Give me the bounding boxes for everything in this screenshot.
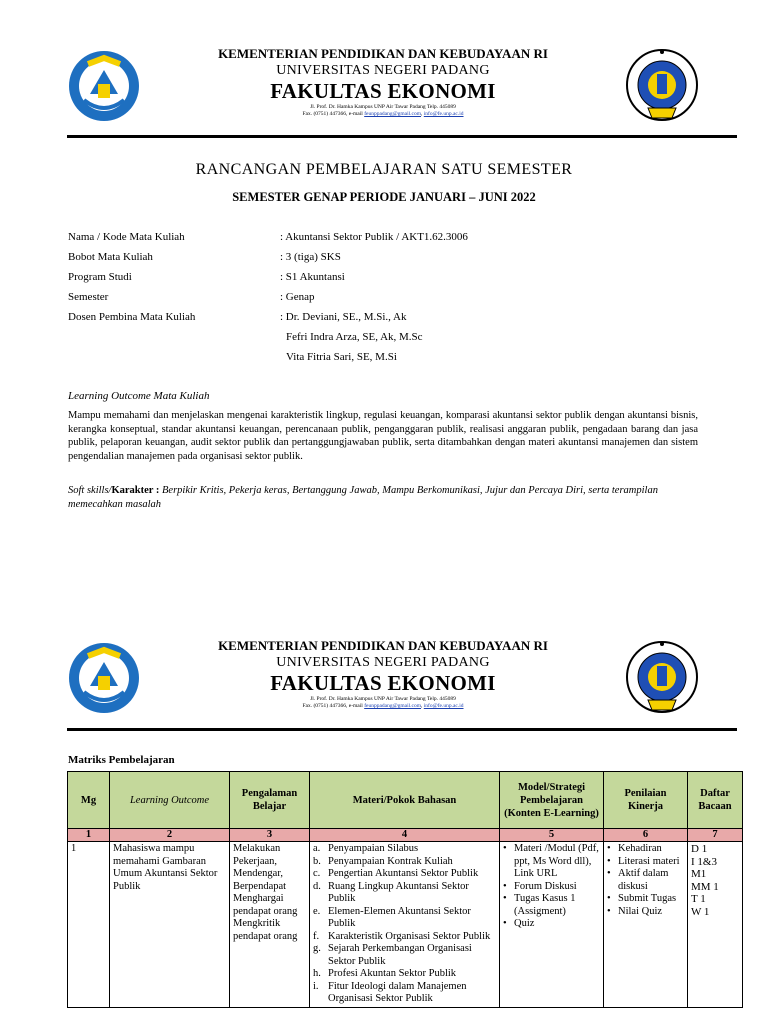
topic-marker: g.	[313, 943, 321, 954]
experience-cell	[230, 842, 310, 1008]
experience-line: Menghargai	[233, 893, 284, 904]
letterhead-text	[150, 46, 616, 118]
topic-text: Sejarah Perkembangan Organisasi Sektor Publik	[328, 943, 472, 967]
info-label: Semester	[68, 291, 109, 303]
assessment-cell	[604, 842, 688, 1008]
topic-marker: h.	[313, 968, 321, 979]
topics-cell	[310, 842, 500, 1008]
course-info	[68, 229, 708, 369]
topic-text: Pengertian Akuntansi Sektor Publik	[328, 868, 479, 879]
experience-line: Berpendapat	[233, 880, 287, 892]
model-item: • Materi /Modul (Pdf, ppt, Ms Word dll), Link URL	[503, 843, 600, 881]
topic-marker: i.	[313, 980, 319, 992]
assessment-item: • Kehadiran	[607, 843, 684, 856]
topic-list	[313, 843, 496, 1006]
info-value: : Akuntansi Sektor Publik / AKT1.62.3006	[280, 231, 468, 243]
topic-text: Elemen-Elemen Akuntansi Sektor Publik	[328, 905, 471, 929]
softskills-label: Karakter :	[111, 485, 160, 496]
ministry-name: KEMENTERIAN PENDIDIKAN DAN KEBUDAYAAN RI	[218, 638, 548, 653]
topic-item	[313, 943, 496, 968]
topic-text: Fitur Ideologi dalam Manajemen Organisasi Sektor Publik	[328, 980, 467, 1004]
assessment-item: • Nilai Quiz	[607, 906, 684, 919]
col-number: 6	[604, 829, 688, 842]
document-title: RANCANGAN PEMBELAJARAN SATU SEMESTER	[195, 161, 573, 178]
contact-prefix: Fax. (0751) 447366, e-mail	[302, 111, 365, 117]
unp-seal-logo	[626, 640, 698, 714]
email-link[interactable]: feunppadang@gmail.com	[364, 111, 422, 117]
topic-item	[313, 843, 496, 856]
topic-text: Karakteristik Organisasi Sektor Publik	[328, 930, 491, 942]
tut-wuri-handayani-logo	[68, 50, 140, 122]
column-number-row	[68, 829, 743, 842]
col-number: 7	[688, 829, 743, 842]
experience-line: Pekerjaan,	[233, 855, 278, 867]
topic-item	[313, 981, 496, 1006]
experience-line: pendapat orang	[233, 930, 298, 942]
col-number: 1	[68, 829, 110, 842]
model-item: • Forum Diskusi	[503, 881, 600, 894]
contact-line	[150, 111, 616, 118]
info-value: : Dr. Deviani, SE., M.Si., Ak	[280, 311, 407, 323]
outcome-cell: Mahasiswa mampu memahami Gambaran Umum Akuntansi Sektor Publik	[110, 842, 230, 1008]
assessment-item: • Aktif dalam diskusi	[607, 868, 684, 893]
faculty-name: FAKULTAS EKONOMI	[270, 79, 496, 103]
info-value: : 3 (tiga) SKS	[280, 251, 341, 263]
assessment-list	[607, 843, 684, 918]
col-header: Learning Outcome	[110, 772, 230, 829]
learning-outcome-text: Mampu memahami dan menjelaskan mengenai karakteristik lingkup, regulasi keuangan, komparasi akuntansi sektor publik dengan akuntansi bisnis, kerangka konseptual, standar akuntansi keuangan, perencanaan publik, penganggaran publik, realisasi anggaran publik, pengadaan barang dan jasa publik, pelaporan keuangan, audit sektor publik dan pertanggungjawaban publik, serta ditambahkan dengan materi akuntansi manajemen dan sistem pengendalian manajemen pada organisasi sektor publik.	[68, 410, 698, 462]
model-item: • Quiz	[503, 918, 600, 931]
experience-line: Mengkritik	[233, 918, 281, 929]
table-row	[68, 842, 743, 1008]
info-row	[68, 249, 708, 269]
col-number: 3	[230, 829, 310, 842]
email-link[interactable]: info@fe.unp.ac.id	[423, 703, 464, 709]
softskills-list: Berpikir Kritis, Pekerja keras, Bertanggung Jawab, Mampu Berkomunikasi, Jujur dan Percaya Diri, serta terampilan memecahkan masalah	[68, 485, 658, 510]
address-line: Jl. Prof. Dr. Hamka Kampus UNP Air Tawar Padang Telp. 445089	[310, 104, 456, 110]
info-row	[68, 309, 708, 329]
ministry-name: KEMENTERIAN PENDIDIKAN DAN KEBUDAYAAN RI	[218, 46, 548, 61]
col-number: 5	[500, 829, 604, 842]
reading-ref: D 1	[691, 843, 708, 855]
experience-line: pendapat orang	[233, 905, 298, 917]
col-header: Pengalaman Belajar	[230, 772, 310, 829]
email-link[interactable]: info@fe.unp.ac.id	[423, 111, 464, 117]
topic-text: Penyampaian Silabus	[328, 843, 419, 854]
model-item: • Tugas Kasus 1 (Assigment)	[503, 893, 600, 918]
university-name: UNIVERSITAS NEGERI PADANG	[276, 63, 490, 78]
letterhead-second-page	[0, 634, 768, 734]
reading-cell	[688, 842, 743, 1008]
topic-marker: d.	[313, 880, 321, 892]
info-row	[68, 329, 708, 349]
document-subtitle: SEMESTER GENAP PERIODE JANUARI – JUNI 2022	[232, 190, 536, 204]
reading-ref: I 1&3	[691, 855, 717, 868]
info-label: Program Studi	[68, 271, 132, 283]
header-divider	[67, 728, 737, 731]
info-value: : Genap	[280, 291, 315, 303]
topic-text: Profesi Akuntan Sektor Publik	[328, 968, 457, 979]
topic-item	[313, 906, 496, 931]
learning-outcome-heading: Learning Outcome Mata Kuliah	[68, 390, 210, 402]
model-cell	[500, 842, 604, 1008]
assessment-item: • Literasi materi	[607, 856, 684, 869]
lecturer-name: Vita Fitria Sari, SE, M.Si	[286, 351, 397, 363]
faculty-name: FAKULTAS EKONOMI	[270, 671, 496, 695]
reading-ref: M1	[691, 868, 707, 880]
reading-ref: W 1	[691, 905, 710, 918]
info-value: : S1 Akuntansi	[280, 271, 345, 283]
contact-prefix: Fax. (0751) 447366, e-mail	[302, 703, 365, 709]
topic-item	[313, 868, 496, 881]
topic-item	[313, 931, 496, 944]
topic-marker: e.	[313, 905, 321, 917]
topic-text: Ruang Lingkup Akuntansi Sektor Publik	[328, 880, 469, 904]
topic-item	[313, 968, 496, 981]
softskills-text	[68, 484, 698, 512]
topic-marker: f.	[313, 930, 320, 942]
info-label: Dosen Pembina Mata Kuliah	[68, 311, 196, 323]
contact-sep: ,	[421, 111, 424, 117]
topic-marker: a.	[313, 843, 321, 854]
tut-wuri-handayani-logo	[68, 642, 140, 714]
col-header: Daftar Bacaan	[688, 772, 743, 829]
info-row	[68, 349, 708, 369]
experience-line: Mendengar,	[233, 868, 284, 879]
topic-item	[313, 881, 496, 906]
header-divider	[67, 135, 737, 138]
contact-sep: ,	[421, 703, 424, 709]
reading-ref: MM 1	[691, 880, 719, 893]
letterhead-text	[150, 638, 616, 710]
email-link[interactable]: feunppadang@gmail.com	[364, 703, 422, 709]
col-number: 4	[310, 829, 500, 842]
topic-marker: c.	[313, 868, 321, 879]
info-row	[68, 289, 708, 309]
softskills-prefix: Soft skills/	[68, 485, 112, 496]
reading-ref: T 1	[691, 893, 706, 905]
contact-line	[150, 703, 616, 710]
col-header: Mg	[68, 772, 110, 829]
info-label: Nama / Kode Mata Kuliah	[68, 231, 185, 243]
assessment-item: • Submit Tugas	[607, 893, 684, 906]
letterhead-top	[0, 42, 768, 142]
experience-line: Melakukan	[233, 843, 281, 854]
col-header: Materi/Pokok Bahasan	[310, 772, 500, 829]
lecturer-name: Fefri Indra Arza, SE, Ak, M.Sc	[286, 331, 423, 343]
info-row	[68, 229, 708, 249]
col-header: Model/Strategi Pembelajaran (Konten E-Learning)	[500, 772, 604, 829]
matrix-title: Matriks Pembelajaran	[68, 754, 175, 766]
unp-seal-logo	[626, 48, 698, 122]
info-row	[68, 269, 708, 289]
model-list	[503, 843, 600, 931]
address-line: Jl. Prof. Dr. Hamka Kampus UNP Air Tawar Padang Telp. 445089	[310, 696, 456, 702]
week-cell: 1	[68, 842, 110, 1008]
table-header-row	[68, 772, 743, 829]
learning-matrix-table	[67, 771, 743, 1008]
topic-item	[313, 856, 496, 869]
university-name: UNIVERSITAS NEGERI PADANG	[276, 655, 490, 670]
info-label: Bobot Mata Kuliah	[68, 251, 153, 263]
topic-text: Penyampaian Kontrak Kuliah	[328, 855, 453, 867]
col-header: Penilaian Kinerja	[604, 772, 688, 829]
col-number: 2	[110, 829, 230, 842]
topic-marker: b.	[313, 855, 321, 867]
